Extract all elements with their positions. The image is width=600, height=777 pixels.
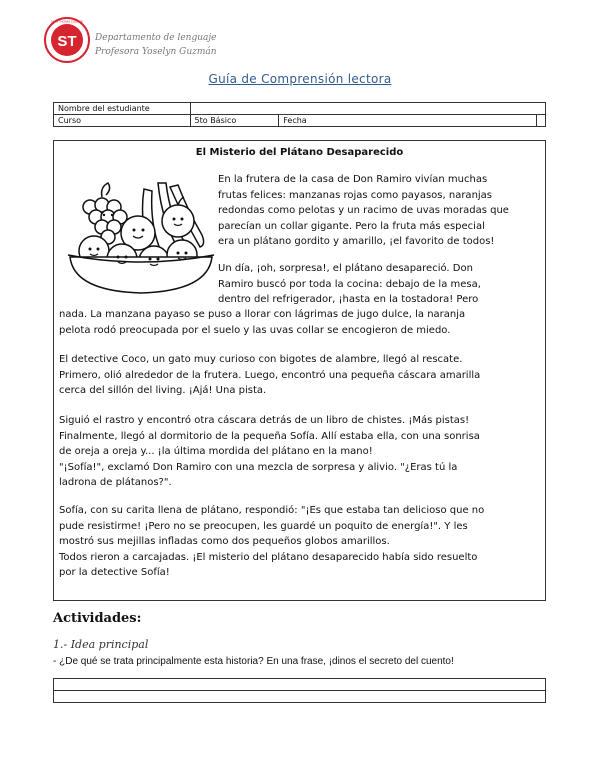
story-line: Ramiro buscó por toda la cocina: debajo de la mesa, [218, 278, 481, 290]
story-line: dentro del refrigerador, ¡hasta en la tostadora! Pero [218, 294, 479, 305]
story-line: mostró sus mejillas infladas como dos pequeños globos amarillos. [59, 536, 390, 547]
story-line: Todos rieron a carcajadas. ¡El misterio del plátano desaparecido había sido resuelto [59, 551, 478, 563]
date-extra-field[interactable] [537, 115, 546, 127]
story-line: pelota rodó preocupada por el suelo y las uvas collar se encogieron de miedo. [59, 324, 451, 336]
story-line: frutas felices: manzanas rojas como payasos, naranjas [218, 189, 493, 201]
story-line: de oreja a oreja y... ¡la última mordida del plátano en la mano! [59, 446, 373, 457]
answer-line-2[interactable] [54, 691, 546, 703]
story-box [53, 140, 546, 601]
school-logo [44, 17, 90, 63]
story-line: "¡Sofía!", exclamó Don Ramiro con una mezcla de sorpresa y alivio. "¿Eras tú la [59, 461, 458, 473]
story-paragraph-3 [59, 352, 480, 399]
story-paragraph-2-tail [59, 307, 465, 338]
course-label: Curso [54, 115, 191, 127]
activities-heading: Actividades: [53, 611, 142, 626]
story-line: Sofía, con su carita llena de plátano, respondió: "¡Es que estaba tan delicioso que no [59, 505, 485, 516]
fruit-bowl-illustration [66, 169, 216, 299]
story-line: En la frutera de la casa de Don Ramiro vivían muchas [218, 174, 488, 185]
story-title: El Misterio del Plátano Desaparecido [195, 147, 404, 158]
story-line: Finalmente, llegó al dormitorio de la pequeña Sofía. Allí estaba ella, con una sonrisa [59, 430, 480, 442]
story-line: ladrona de plátanos?". [59, 477, 172, 488]
date-label: Fecha [279, 115, 537, 127]
answer-lines [53, 678, 546, 703]
logo-text: ST [57, 33, 77, 50]
story-line: El detective Coco, un gato muy curioso con bigotes de alambre, llegó al rescate. [59, 354, 463, 365]
story-paragraph-4 [59, 413, 480, 491]
story-paragraph-2 [218, 261, 481, 308]
story-line: por la detective Sofía! [59, 567, 170, 578]
course-value: 5to Básico [190, 115, 279, 127]
department-name: Departamento de lenguaje [95, 33, 217, 43]
story-line: Primero, olió alrededor de la frutera. Luego, encontró una pequeña cáscara amarilla [59, 369, 481, 381]
student-name-field[interactable] [190, 103, 545, 115]
story-line: era un plátano gordito y amarillo, ¡el favorito de todos! [218, 236, 495, 247]
question-1-text: - ¿De qué se trata principalmente esta historia? En una frase, ¡dinos el secreto del cuento! [53, 656, 454, 667]
story-paragraph-5 [59, 503, 484, 581]
student-info-table [53, 102, 546, 127]
question-1-label: 1.- Idea principal [53, 638, 149, 651]
story-line: pude resistirme! ¡Pero no se preocupen, les guardé un poquito de energía!". Y les [59, 520, 468, 532]
guide-title: Guía de Comprensión lectora [208, 72, 392, 86]
story-line: redondas como pelotas y un racimo de uvas moradas que [218, 205, 509, 216]
department-header [95, 31, 217, 59]
logo-ring-text: SAINT THOMAS COLLEGE [50, 20, 84, 24]
answer-line-1[interactable] [54, 679, 546, 691]
student-name-label: Nombre del estudiante [54, 103, 191, 115]
story-line: Un día, ¡oh, sorpresa!, el plátano desapareció. Don [218, 263, 473, 274]
teacher-name: Profesora Yoselyn Guzmán [95, 47, 217, 57]
story-line: Siguió el rastro y encontró otra cáscara detrás de un libro de chistes. ¡Más pistas! [59, 415, 470, 426]
story-line: parecían un collar gigante. Pero la fruta más especial [218, 220, 485, 232]
story-line: nada. La manzana payaso se puso a llorar con lágrimas de jugo dulce, la naranja [59, 309, 466, 320]
story-line: cerca del sillón del living. ¡Ajá! Una pista. [59, 385, 267, 396]
story-paragraph-1 [218, 172, 509, 250]
